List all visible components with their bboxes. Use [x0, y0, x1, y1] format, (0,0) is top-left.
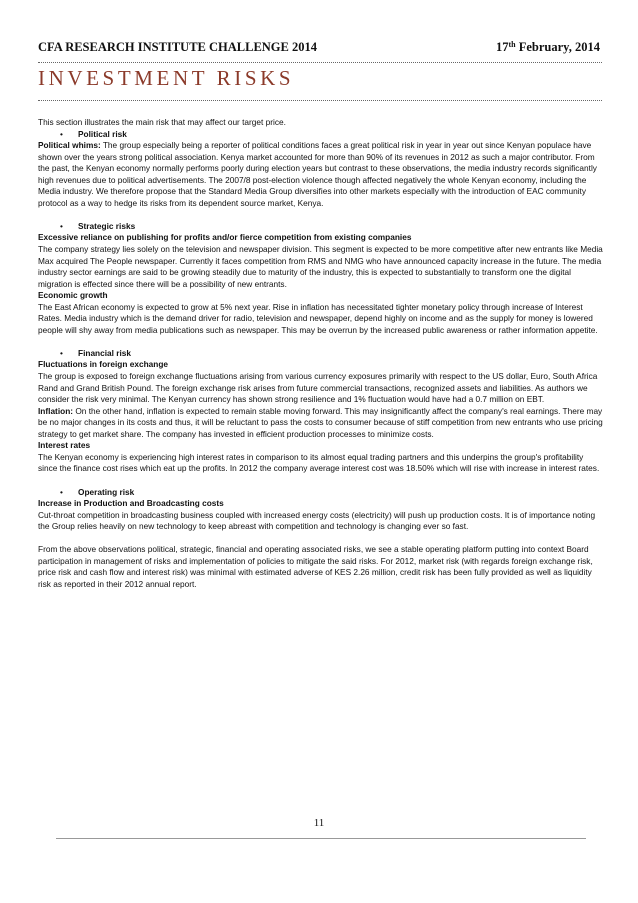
bullet-icon: •	[60, 347, 63, 358]
spacer	[38, 475, 604, 487]
strategic-paragraph-1: The company strategy lies solely on the television and newspaper division. This segment is expected to be more competitive after new entrants like Media Max acquired The People newspaper. Currently it faces competition from RMS and NMG who have announced capacity increase in the future. The media industry sector earnings are said to be growing steadily due to maturity of the industry, this is expected to substantially to transform one the digital migration is effected since there will be a possibility of new entrants.	[38, 244, 603, 289]
spacer	[38, 336, 604, 348]
strategic-subheading-1: Excessive reliance on publishing for profits and/or fierce competition from existing companies	[38, 232, 412, 243]
bullet-operating	[38, 487, 604, 499]
strategic-subheading-2: Economic growth	[38, 290, 108, 301]
header-date-suffix: th	[508, 40, 516, 49]
financial-paragraph-3: The Kenyan economy is experiencing high interest rates in comparison to its almost equal trading partners and this underpins the group's profitability since the finance cost rises which eat up the profits. In 2012 the company average interest cost was 18.50% which will rise with increase in interest rates.	[38, 451, 600, 474]
operating-paragraph-1: Cut-throat competition in broadcasting business coupled with increased energy costs (electricity) will push up production costs. It is of importance noting the Group relies heavily on new technology to keep abreast with competition and technology is changing ever so fast.	[38, 509, 596, 532]
header-date	[496, 40, 600, 55]
bullet-icon: •	[60, 220, 63, 231]
conclusion-paragraph: From the above observations political, strategic, financial and operating associated risks, we see a stable operating platform putting into context Board participation in management of risks and implementation of policies to mitigate the said risks. For 2012, market risk (with regards foreign exchange risk, price risk and cash flow and interest risk) was minimal with estimated adverse of KES 2.26 million, credit risk has been fully provided as well as liquidity risk as reported in their 2012 annual report.	[38, 544, 593, 589]
financial-subheading-1: Fluctuations in foreign exchange	[38, 359, 168, 370]
inflation-text: On the other hand, inflation is expected to remain stable moving forward. This may insignificantly affect the company's real earnings. There may be no major changes in its costs and thus, it will be reluctant to pass the costs to consumer because of stiff competition from new entrants who use pricing strategy to get market share. The company has invested in efficient production processes to minimize costs.	[38, 405, 603, 439]
page-header	[38, 40, 602, 58]
financial-paragraph-2	[38, 406, 604, 441]
financial-heading: Financial risk	[78, 347, 132, 358]
inflation-lead: Inflation:	[38, 405, 74, 416]
political-lead: Political whims:	[38, 140, 101, 151]
spacer	[38, 209, 604, 221]
bullet-political	[38, 129, 604, 141]
spacer	[38, 533, 604, 545]
header-date-day: 17	[496, 40, 509, 54]
financial-subheading-3: Interest rates	[38, 440, 91, 451]
page-number: 11	[313, 817, 325, 829]
header-title: CFA RESEARCH INSTITUTE CHALLENGE 2014	[38, 40, 317, 54]
title-divider	[38, 100, 602, 101]
header-divider	[38, 62, 602, 63]
body-content	[38, 117, 604, 590]
operating-subheading-1: Increase in Production and Broadcasting costs	[38, 498, 224, 509]
political-text: The group especially being a reporter of political conditions faces a great political risk in year in year out since Kenyan populace have shown over the years strong political association. Kenya market accounted for more than 90% of its revenues in 2012 as such a major contributor. From the past, the Kenyan economy normally performs poorly during election years but contrast to these observations, the media industry records significantly high revenues due to political advertisements. The 2007/8 post-election violence though affected negatively the whole Kenyan economy, including the Media industry. We therefore propose that the Standard Media Group diversifies into other markets especially with the introduction of EAC community protocol as a way to hedge its risks from its dependent source market, Kenya.	[38, 140, 597, 208]
political-heading: Political risk	[78, 128, 127, 139]
header-date-rest: February, 2014	[515, 40, 600, 54]
bullet-icon: •	[60, 128, 63, 139]
intro-paragraph: This section illustrates the main risk that may affect our target price.	[38, 117, 286, 127]
bullet-icon: •	[60, 486, 63, 497]
strategic-paragraph-2: The East African economy is expected to grow at 5% next year. Rise in inflation has necessitated tighter monetary policy through increase of Interest Rates. Media industry which is the demand driver for radio, television and newspaper, depend highly on income and as the supply for money is lowered people will shy away from media publications such as newspaper. This may be overrun by the increased public awareness or rather information appetite.	[38, 301, 598, 335]
financial-paragraph-1: The group is exposed to foreign exchange fluctuations arising from various currency exposures primarily with respect to the US dollar, Euro, South Africa Rand and Grand British Pound. The foreign exchange risk arises from future commercial transactions, recognized assets and liabilities. As authors we consider the risk very minimal. The Kenyan currency has shown strong resilience and 1% fluctuation would have had a 0.7 million on EBT.	[38, 371, 598, 405]
operating-heading: Operating risk	[78, 486, 135, 497]
bullet-strategic	[38, 221, 604, 233]
bullet-financial	[38, 348, 604, 360]
section-title: INVESTMENT RISKS	[38, 66, 295, 90]
strategic-heading: Strategic risks	[78, 220, 136, 231]
footer-rule	[56, 838, 586, 839]
political-paragraph	[38, 140, 604, 209]
